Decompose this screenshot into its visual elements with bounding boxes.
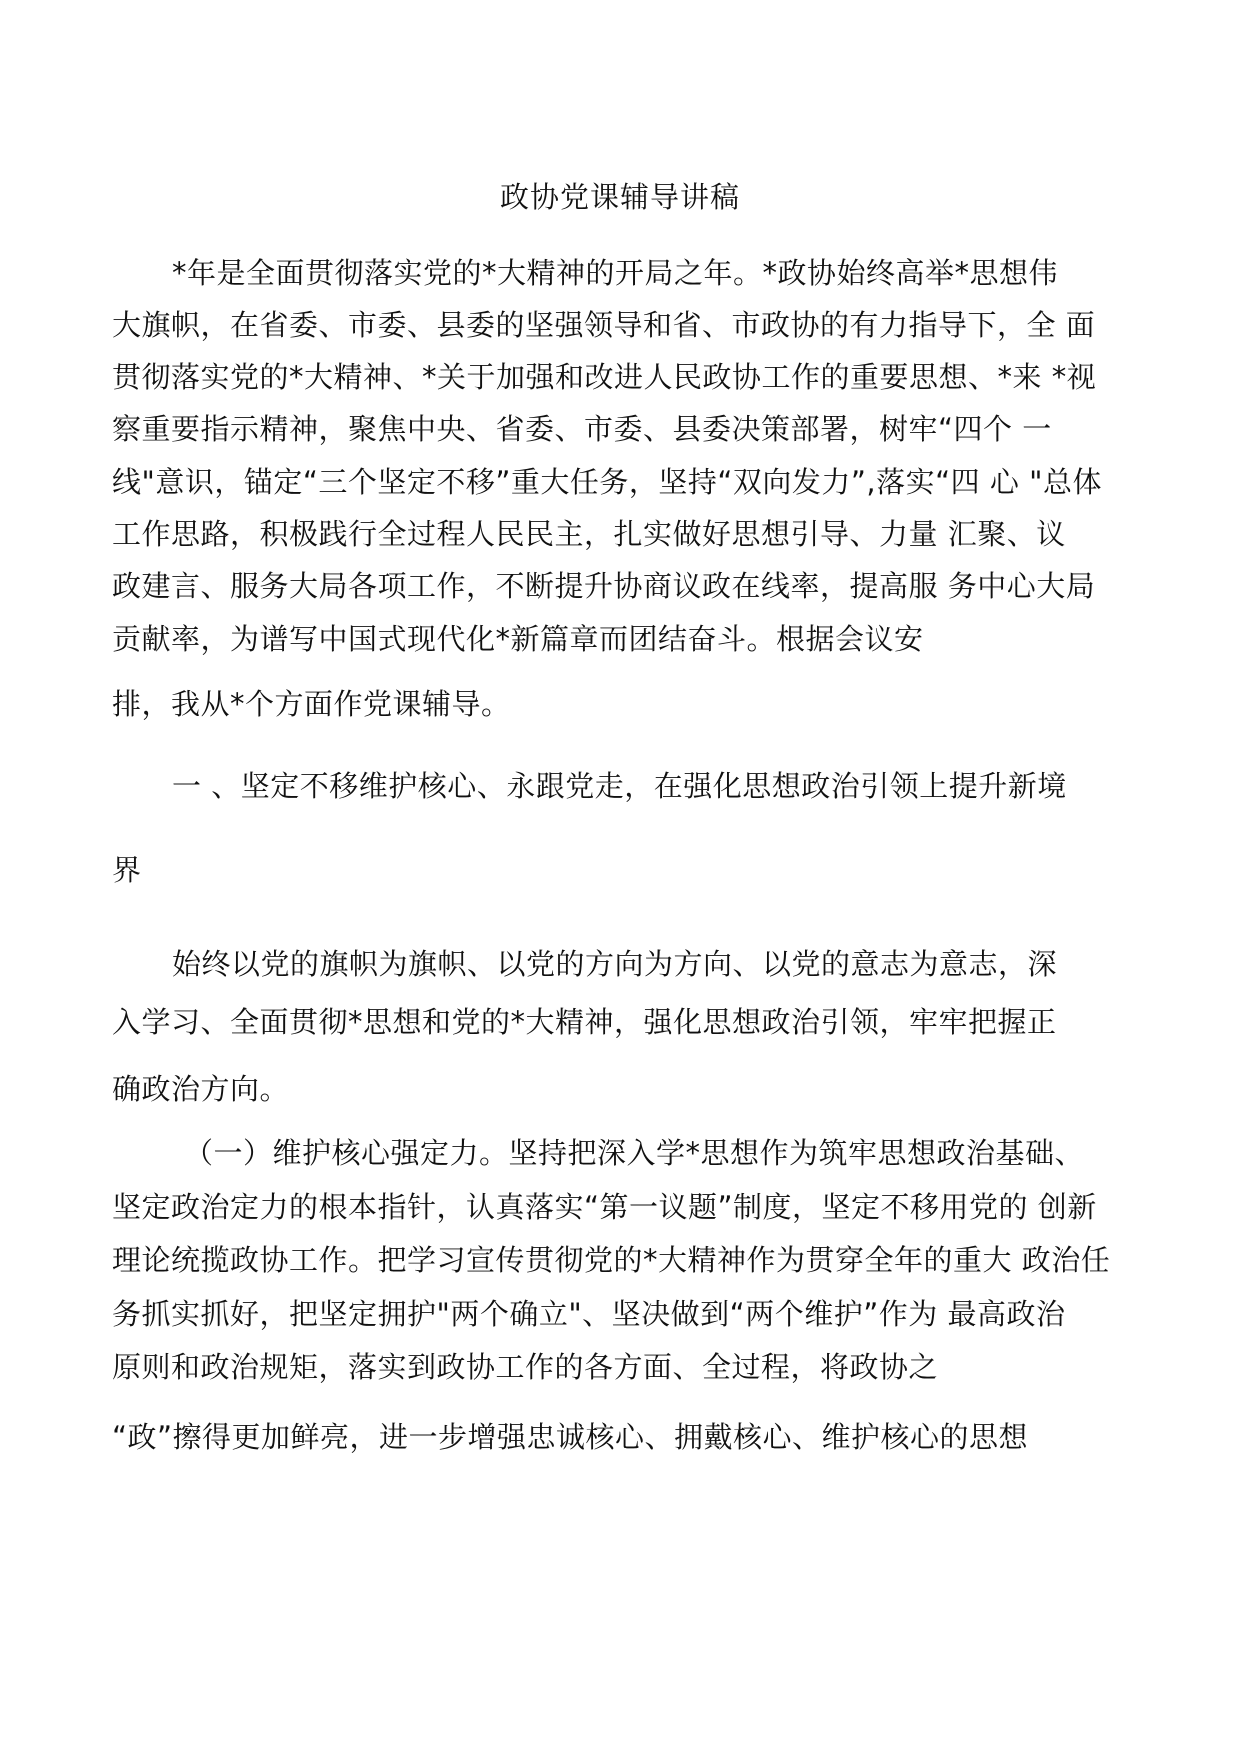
paragraph-line: 工作思路，积极践行全过程人民民主，扎实做好思想引导、力量 汇聚、议 (112, 517, 1066, 551)
paragraph-line: 务抓实抓好，把坚定拥护"两个确立"、坚决做到“两个维护”作为 最高政治 (112, 1297, 1066, 1331)
paragraph-line: 始终以党的旗帜为旗帜、以党的方向为方向、以党的意志为意志，深 (172, 947, 1058, 981)
subsection-line: （一）维护核心强定力。坚持把深入学*思想作为筑牢思想政治基础、 (184, 1136, 1085, 1170)
paragraph-line: 理论统揽政协工作。把学习宣传贯彻党的*大精神作为贯穿全年的重大 政治任 (112, 1243, 1111, 1277)
paragraph-line: 坚定政治定力的根本指针，认真落实“第一议题”制度，坚定不移用党的 创新 (112, 1190, 1097, 1224)
paragraph-line: “政”擦得更加鲜亮，进一步增强忠诚核心、拥戴核心、维护核心的思想 (112, 1420, 1029, 1454)
document-title: 政协党课辅导讲稿 (499, 180, 740, 214)
section-heading-line: 界 (112, 853, 142, 887)
paragraph-line: 排，我从*个方面作党课辅导。 (112, 687, 511, 721)
paragraph-line: 政建言、服务大局各项工作，不断提升协商议政在线率，提高服 务中心大局 (112, 569, 1096, 603)
paragraph-line: 贡献率，为谱写中国式现代化*新篇章而团结奋斗。根据会议安 (112, 622, 924, 656)
paragraph-line: *年是全面贯彻落实党的*大精神的开局之年。*政协始终高举*思想伟 (172, 256, 1059, 290)
paragraph-line: 原则和政治规矩，落实到政协工作的各方面、全过程，将政协之 (112, 1350, 939, 1384)
paragraph-line: 线"意识，锚定“三个坚定不移”重大任务，坚持“双向发力”,落实“四 心 "总体 (112, 465, 1102, 499)
paragraph-line: 大旗帜，在省委、市委、县委的坚强领导和省、市政协的有力指导下，全 面 (112, 308, 1096, 342)
section-heading-line: 一 、坚定不移维护核心、永跟党走，在强化思想政治引领上提升新境 (172, 769, 1067, 803)
paragraph-line: 入学习、全面贯彻*思想和党的*大精神，强化思想政治引领，牢牢把握正 (112, 1005, 1057, 1039)
paragraph-line: 贯彻落实党的*大精神、*关于加强和改进人民政协工作的重要思想、*来 *视 (112, 360, 1097, 394)
paragraph-line: 确政治方向。 (112, 1072, 290, 1106)
paragraph-line: 察重要指示精神，聚焦中央、省委、市委、县委决策部署，树牢“四个 一 (112, 412, 1052, 446)
